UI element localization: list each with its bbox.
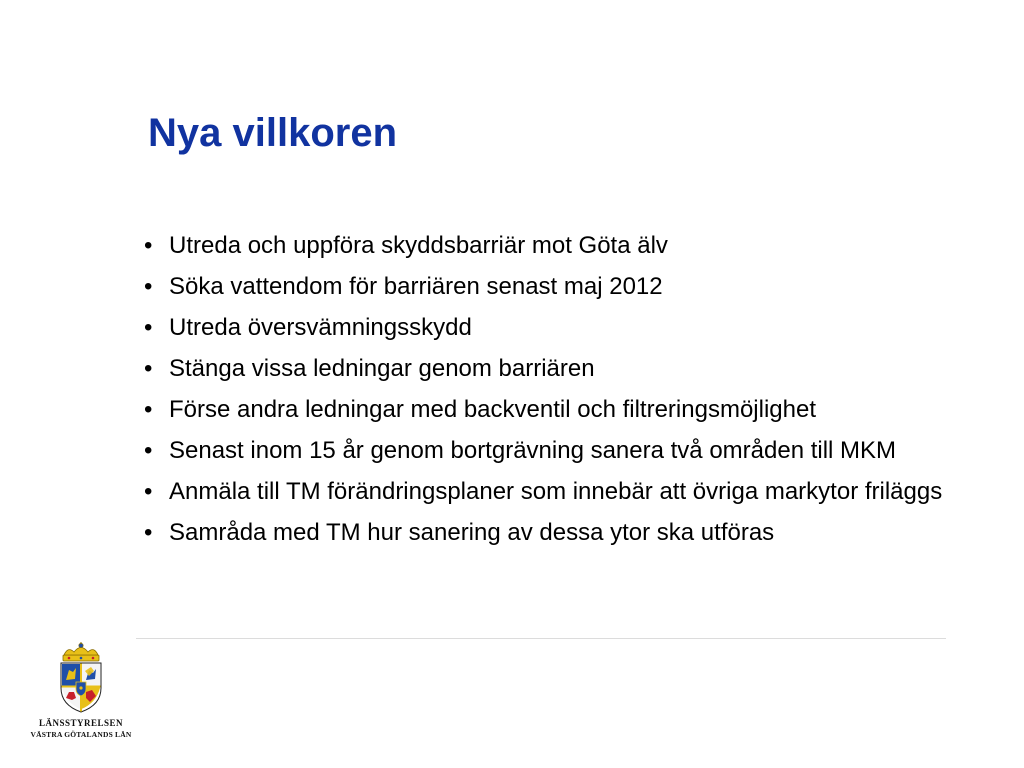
bullet-text: Utreda översvämningsskydd bbox=[169, 314, 472, 341]
bullet-text: Stänga vissa ledningar genom barriären bbox=[169, 355, 595, 382]
bullet-marker: • bbox=[144, 396, 153, 423]
bullet-text: Förse andra ledningar med backventil och filtreringsmöjlighet bbox=[169, 396, 816, 423]
list-item bbox=[140, 229, 950, 263]
lansstyrelsen-logo bbox=[18, 642, 144, 746]
logo-name-line1: LÄNSSTYRELSEN bbox=[38, 718, 124, 728]
bullet-marker: • bbox=[144, 519, 153, 546]
bullet-marker: • bbox=[144, 232, 153, 259]
bullet-marker: • bbox=[144, 437, 153, 464]
list-item bbox=[140, 311, 950, 345]
list-item bbox=[140, 516, 950, 550]
bullet-text: Samråda med TM hur sanering av dessa ytor ska utföras bbox=[169, 519, 775, 546]
slide-title: Nya villkoren bbox=[148, 111, 398, 155]
bullet-marker: • bbox=[144, 355, 153, 382]
list-item bbox=[140, 475, 950, 509]
bullet-marker: • bbox=[144, 273, 153, 300]
coat-of-arms-icon bbox=[56, 642, 106, 714]
logo-name-line2: VÄSTRA GÖTALANDS LÄN bbox=[30, 730, 132, 739]
bullet-text: Senast inom 15 år genom bortgrävning sanera två områden till MKM bbox=[169, 437, 897, 464]
bullet-marker: • bbox=[144, 314, 153, 341]
bullet-text: Anmäla till TM förändringsplaner som innebär att övriga markytor friläggs bbox=[169, 478, 943, 505]
list-item bbox=[140, 434, 950, 468]
list-item bbox=[140, 352, 950, 386]
bullet-marker: • bbox=[144, 478, 153, 505]
bullet-list bbox=[140, 229, 950, 557]
bullet-text: Utreda och uppföra skyddsbarriär mot Göta älv bbox=[169, 232, 668, 259]
list-item bbox=[140, 270, 950, 304]
list-item bbox=[140, 393, 950, 427]
footer-divider bbox=[136, 638, 946, 639]
bullet-text: Söka vattendom för barriären senast maj 2012 bbox=[169, 273, 663, 300]
